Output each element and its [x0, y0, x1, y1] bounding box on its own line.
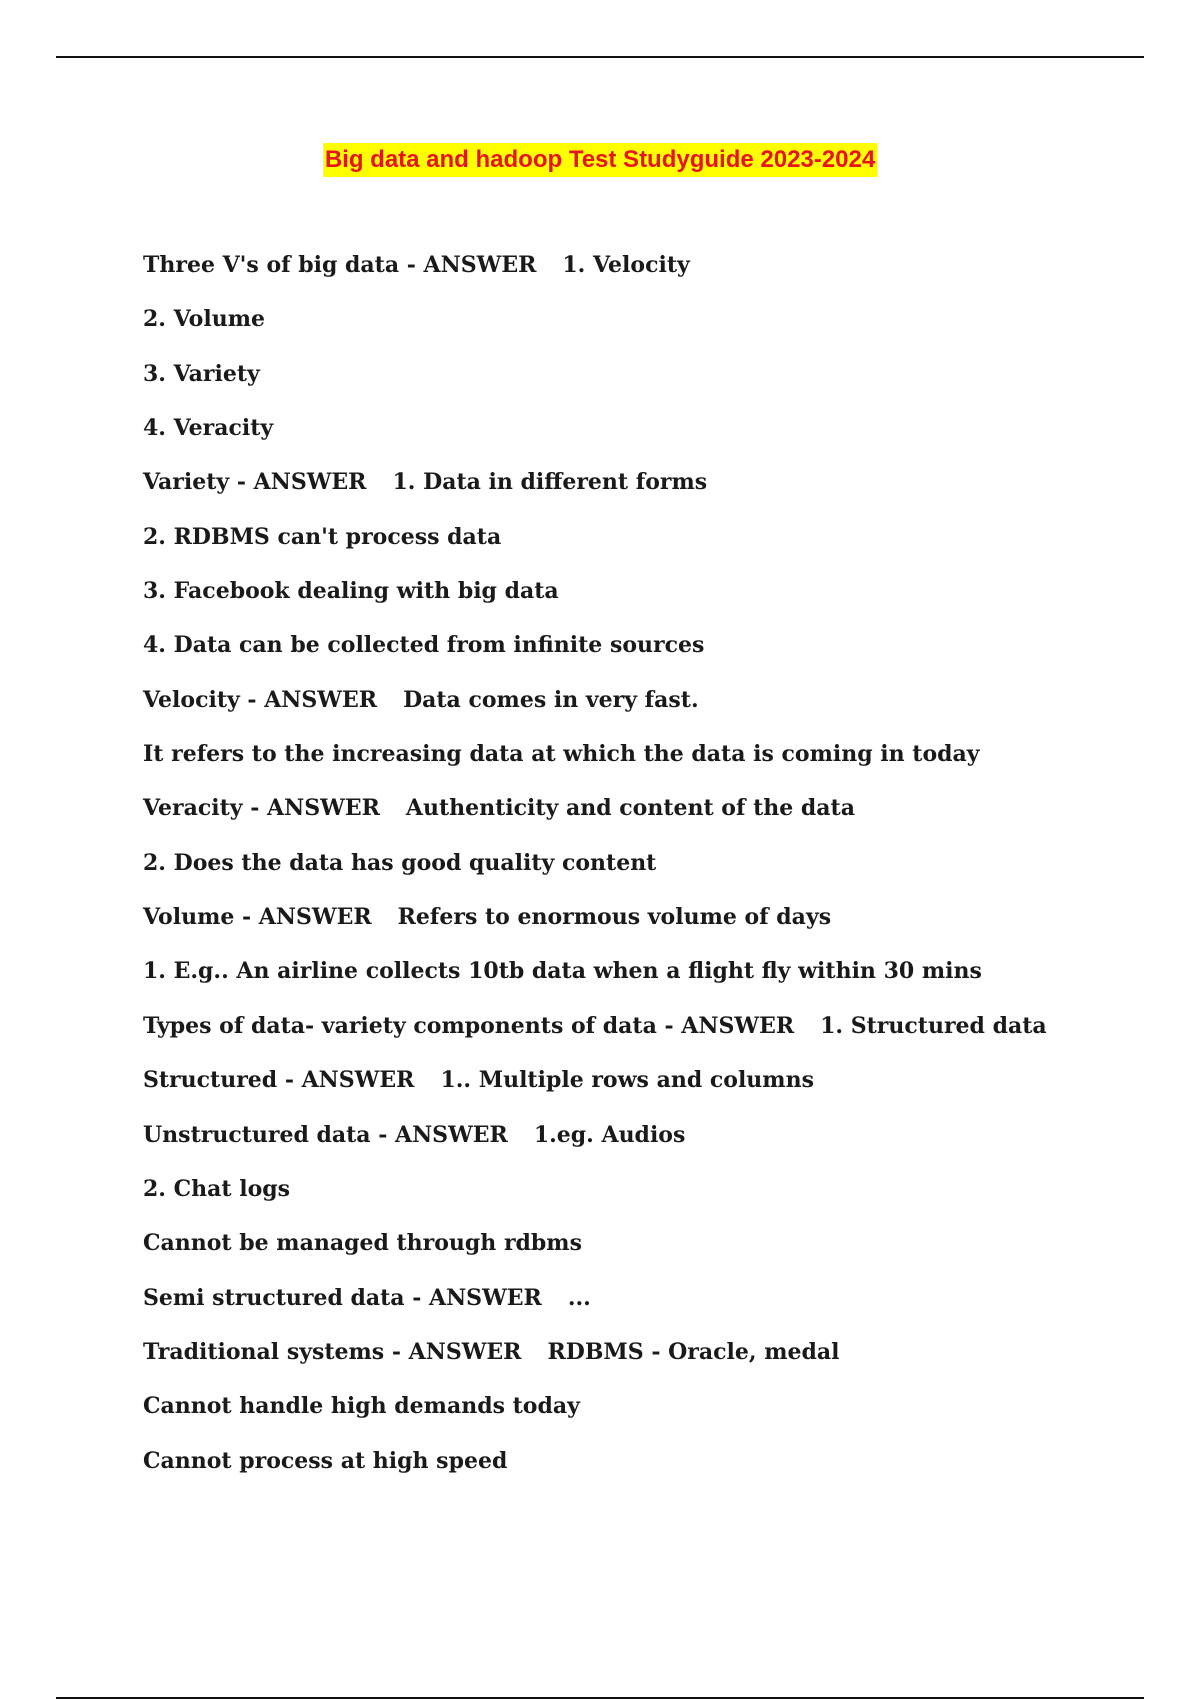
top-rule [56, 56, 1144, 58]
study-line [143, 850, 1143, 904]
answer-text: 3. Variety [143, 360, 260, 387]
question-text: Three V's of big data - ANSWER [143, 252, 537, 278]
answer-text: 2. Chat logs [143, 1175, 291, 1202]
study-line [143, 795, 1143, 849]
answer-text: Refers to enormous volume of days [397, 904, 832, 931]
question-text: Veracity - ANSWER [143, 795, 380, 822]
answer-text: Authenticity and content of the data [405, 795, 855, 822]
study-line [143, 1285, 1143, 1339]
answer-text: 1. Data in different forms [392, 469, 708, 496]
question-text: Variety - ANSWER [143, 469, 367, 496]
question-text: Traditional systems - ANSWER [143, 1338, 522, 1365]
answer-text: ... [567, 1284, 591, 1311]
question-text: Unstructured data - ANSWER [143, 1121, 508, 1148]
question-text: Volume - ANSWER [143, 904, 372, 931]
study-line [143, 1122, 1143, 1176]
study-line [143, 958, 1143, 1012]
study-line [143, 1448, 1143, 1502]
answer-text: 4. Data can be collected from infinite sources [143, 632, 705, 659]
study-line [143, 904, 1143, 958]
answer-text: 1. E.g.. An airline collects 10tb data when a flight fly within 30 mins [143, 958, 982, 985]
question-text: Structured - ANSWER [143, 1067, 415, 1094]
study-line [143, 524, 1143, 578]
study-line [143, 469, 1143, 523]
answer-text: 2. Does the data has good quality content [143, 849, 657, 876]
answer-text: 3. Facebook dealing with big data [143, 578, 559, 605]
answer-text: It refers to the increasing data at which the data is coming in today [143, 741, 980, 768]
bottom-rule [56, 1697, 1144, 1699]
answer-text: 2. Volume [143, 306, 265, 333]
answer-text: Cannot handle high demands today [143, 1393, 580, 1420]
answer-text: 1. Velocity [562, 252, 690, 278]
study-line [143, 252, 1143, 306]
study-line [143, 741, 1143, 795]
study-line [143, 1067, 1143, 1121]
study-line [143, 1230, 1143, 1284]
study-line [143, 361, 1143, 415]
answer-text: 1. Structured data [820, 1012, 1047, 1039]
study-line [143, 687, 1143, 741]
title-container [0, 143, 1200, 177]
study-line [143, 1013, 1143, 1067]
answer-text: 1.eg. Audios [533, 1121, 686, 1148]
answer-text: Cannot process at high speed [143, 1447, 508, 1474]
answer-text: 2. RDBMS can't process data [143, 523, 502, 550]
question-text: Velocity - ANSWER [143, 686, 378, 713]
study-line [143, 632, 1143, 686]
study-line [143, 1393, 1143, 1447]
study-guide-content [143, 252, 1143, 1502]
answer-text: 1.. Multiple rows and columns [440, 1067, 814, 1094]
question-text: Types of data- variety components of data - ANSWER [143, 1012, 795, 1039]
study-line [143, 415, 1143, 469]
answer-text: Cannot be managed through rdbms [143, 1230, 582, 1257]
study-line [143, 578, 1143, 632]
study-line [143, 306, 1143, 360]
answer-text: RDBMS - Oracle, medal [547, 1338, 840, 1365]
study-line [143, 1339, 1143, 1393]
answer-text: Data comes in very fast. [403, 686, 699, 713]
document-title: Big data and hadoop Test Studyguide 2023-2024 [323, 143, 877, 177]
question-text: Semi structured data - ANSWER [143, 1284, 542, 1311]
study-line [143, 1176, 1143, 1230]
answer-text: 4. Veracity [143, 415, 274, 442]
